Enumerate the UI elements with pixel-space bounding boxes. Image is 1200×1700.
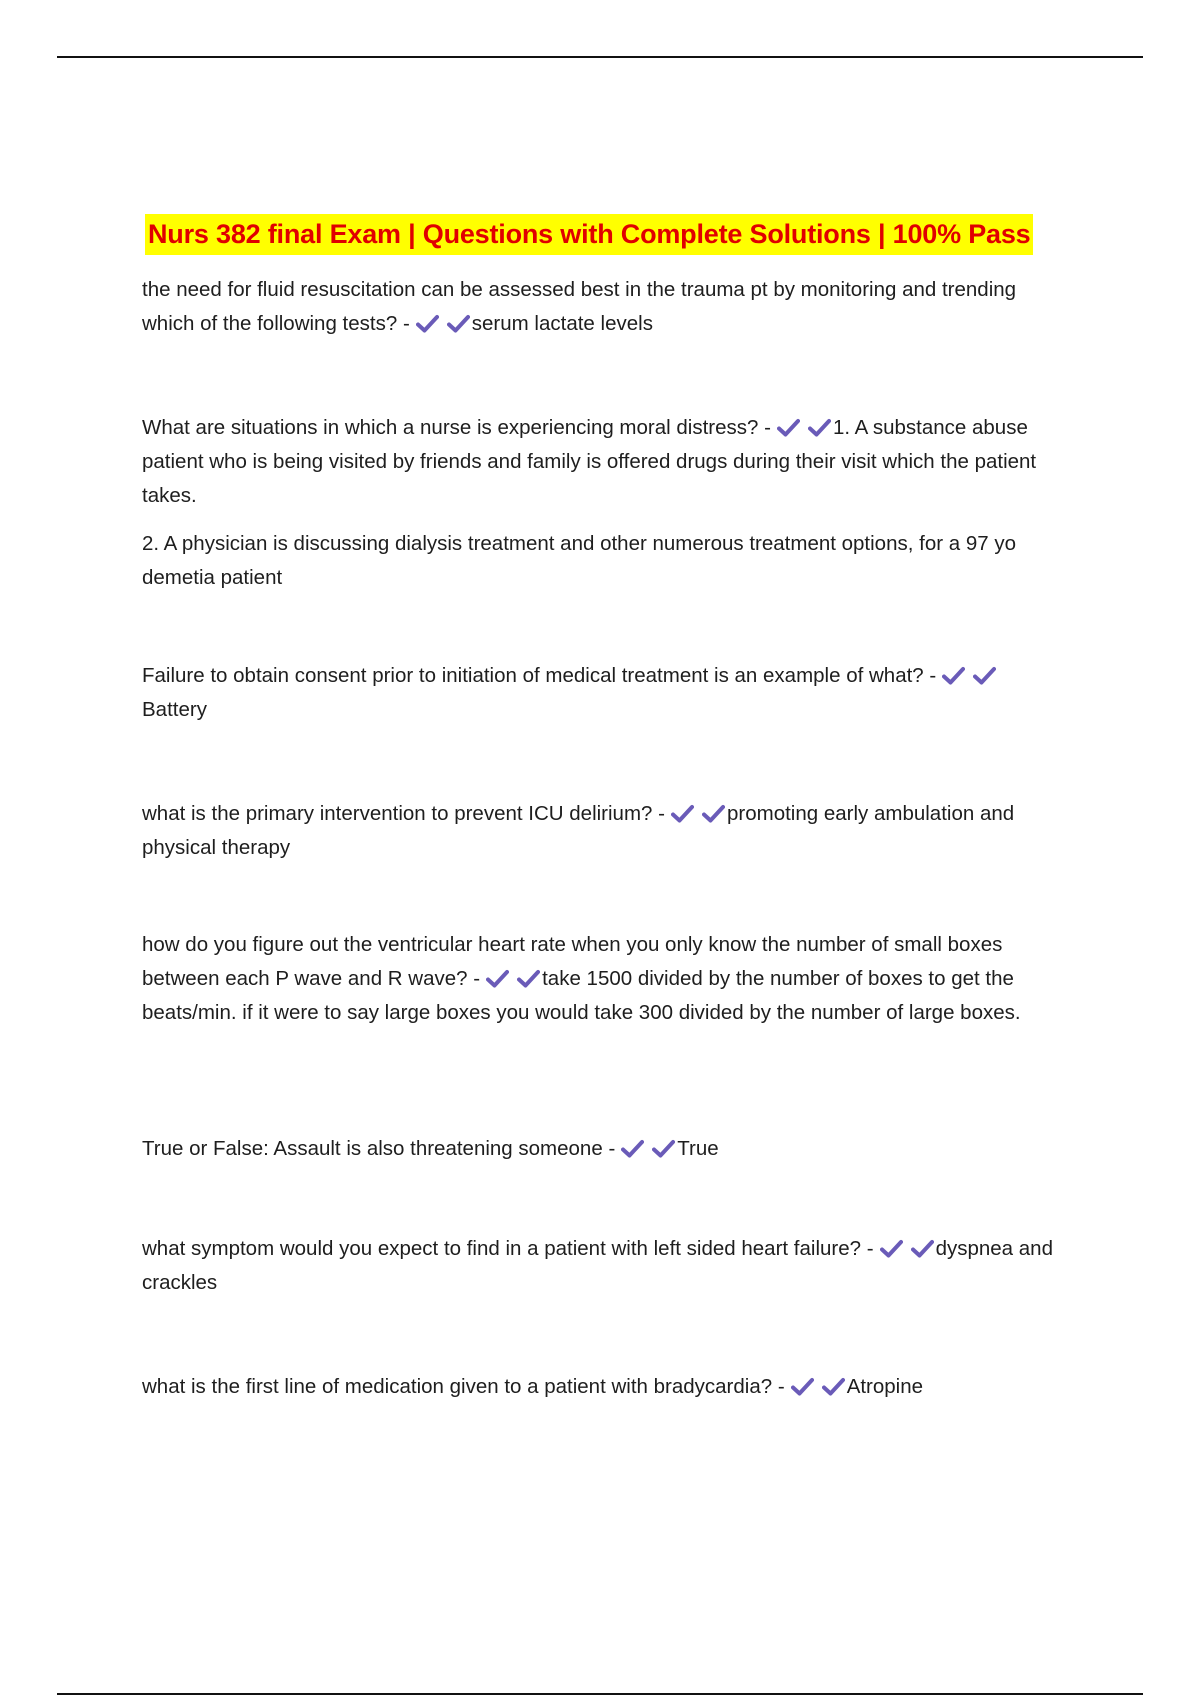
qa-item-5 (142, 928, 1062, 1030)
qa-item-3 (142, 659, 1062, 727)
qa-paragraph (142, 411, 1062, 513)
qa-paragraph (142, 1132, 1062, 1166)
checks-group (671, 804, 725, 824)
checks-group (416, 314, 470, 334)
qa-item-8 (142, 1370, 1062, 1404)
title-highlight (145, 214, 1033, 255)
page-title: Nurs 382 final Exam | Questions with Complete Solutions | 100% Pass (148, 219, 1031, 249)
checkmark-icon (671, 804, 694, 824)
answer-text: 1. A substance abuse patient who is being visited by friends and family is offered drugs during their visit which the patient takes. (142, 416, 1037, 507)
bottom-rule (57, 1693, 1143, 1695)
checks-group (777, 418, 831, 438)
checkmark-icon (791, 1377, 814, 1397)
checkmark-icon (702, 804, 725, 824)
checkmark-icon (911, 1239, 934, 1259)
answer-text: take 1500 divided by the number of boxes to get the beats/min. if it were to say large boxes you would take 300 divided by the number of large boxes. (142, 967, 1021, 1024)
checkmark-icon (416, 314, 439, 334)
question-text: Failure to obtain consent prior to initiation of medical treatment is an example of what? (142, 664, 924, 687)
qa-item-1 (142, 273, 1062, 341)
answer-text: serum lactate levels (471, 312, 653, 335)
answer-text-continued: 2. A physician is discussing dialysis treatment and other numerous treatment options, for a 97 yo demetia patient (142, 532, 1016, 589)
separator: - (473, 967, 481, 990)
qa-paragraph (142, 659, 1062, 727)
checkmark-icon (517, 969, 540, 989)
answer-text: True (677, 1137, 719, 1160)
checks-group (621, 1139, 675, 1159)
qa-item-4 (142, 797, 1062, 865)
separator: - (608, 1137, 616, 1160)
question-text: True or False: Assault is also threatening someone (142, 1137, 603, 1160)
question-text: what is the primary intervention to prevent ICU delirium? (142, 802, 653, 825)
checks-group (880, 1239, 934, 1259)
checkmark-icon (973, 666, 996, 686)
qa-item-2 (142, 411, 1062, 595)
answer-text: Battery (142, 698, 207, 721)
checkmark-icon (447, 314, 470, 334)
checkmark-icon (808, 418, 831, 438)
question-text: the need for fluid resuscitation can be assessed best in the trauma pt by monitoring and trending which of the following tests? (142, 278, 1017, 335)
qa-item-7 (142, 1232, 1062, 1300)
qa-paragraph (142, 273, 1062, 341)
qa-paragraph (142, 1370, 1062, 1404)
separator: - (402, 312, 410, 335)
checkmark-icon (486, 969, 509, 989)
separator: - (777, 1375, 785, 1398)
checkmark-icon (880, 1239, 903, 1259)
question-text: how do you figure out the ventricular heart rate when you only know the number of small boxes between each P wave and R wave? (142, 933, 1003, 990)
question-text: what symptom would you expect to find in a patient with left sided heart failure? (142, 1237, 862, 1260)
qa-paragraph-continued (142, 527, 1062, 595)
qa-paragraph (142, 1232, 1062, 1300)
checkmark-icon (822, 1377, 845, 1397)
answer-text: promoting early ambulation and physical therapy (142, 802, 1015, 859)
question-text: what is the first line of medication given to a patient with bradycardia? (142, 1375, 773, 1398)
checkmark-icon (621, 1139, 644, 1159)
checkmark-icon (942, 666, 965, 686)
answer-text: Atropine (846, 1375, 924, 1398)
separator: - (866, 1237, 874, 1260)
qa-paragraph (142, 797, 1062, 865)
separator: - (929, 664, 937, 687)
separator: - (658, 802, 665, 825)
checks-group (791, 1377, 845, 1397)
answer-text: dyspnea and crackles (142, 1237, 1053, 1294)
separator: - (764, 416, 771, 439)
checkmark-icon (652, 1139, 675, 1159)
qa-paragraph (142, 928, 1062, 1030)
checkmark-icon (777, 418, 800, 438)
qa-item-6 (142, 1132, 1062, 1166)
top-rule (57, 56, 1143, 58)
checks-group (486, 969, 540, 989)
question-text: What are situations in which a nurse is experiencing moral distress? (142, 416, 759, 439)
checks-group (942, 666, 996, 686)
